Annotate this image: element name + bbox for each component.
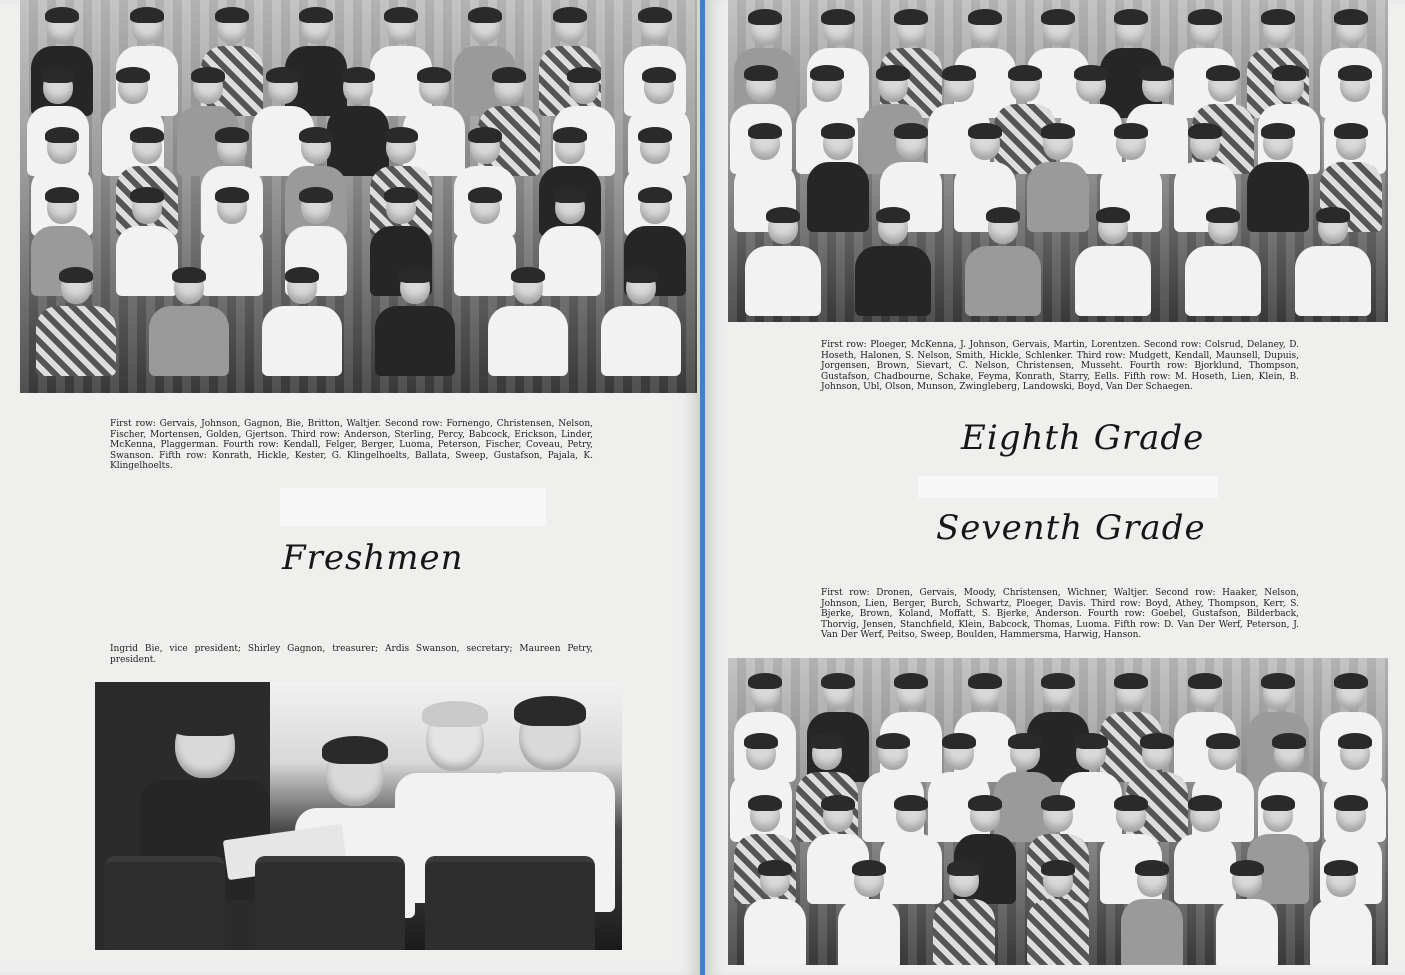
student-figure bbox=[1121, 863, 1183, 965]
student-figure bbox=[1027, 863, 1089, 965]
student-figure bbox=[1216, 863, 1278, 965]
freshmen-class-photo bbox=[20, 0, 697, 393]
blank-label-patch bbox=[280, 488, 546, 526]
student-figure bbox=[1310, 863, 1372, 965]
right-page bbox=[705, 0, 1405, 975]
student-figure bbox=[149, 270, 229, 376]
freshmen-officers-photo bbox=[95, 682, 622, 950]
student-figure bbox=[1185, 210, 1261, 316]
photo-row bbox=[20, 270, 697, 376]
freshmen-class-caption: First row: Gervais, Johnson, Gagnon, Bie, Britton, Waltjer. Second row: Fornengo, Christensen, Nelson, Fischer, Mortensen, Golden, Gjertson. Third row: Anderson, Sterling, Percy, Babcock, Erickson, Linder, McKenna, Plaggerman. Fourth row: Kendall, Felger, Berger, Luoma, Peterson, Fischer, Coveau, Petry, Swanson. Fifth row: Konrath, Hickle, Kester, G. Klingelhoelts, Ballata, Sweep, Gustafson, Pajala, K. Klingelhoelts. bbox=[110, 419, 593, 472]
eighth-grade-class-photo bbox=[728, 0, 1388, 322]
freshmen-officers-caption: Ingrid Bie, vice president; Shirley Gagnon, treasurer; Ardis Swanson, secretary; Maureen Petry, president. bbox=[110, 644, 593, 665]
student-figure bbox=[488, 270, 568, 376]
blank-label-patch bbox=[918, 476, 1218, 498]
student-figure bbox=[36, 270, 116, 376]
student-figure bbox=[933, 863, 995, 965]
eighth-grade-caption: First row: Ploeger, McKenna, J. Johnson, Gervais, Martin, Lorentzen. Second row: Colsrud, Delaney, D. Hoseth, Halonen, S. Nelson, Smith, Hickle, Schlenker. Third row: Mudgett, Kendall, Maunsell, Dupuis, Jorgensen, Brown, Sievart, C. Nelson, Christensen, Musseht. Fourth row: Bjorklund, Thompson, Gustafson, Chadbourne, Schake, Feyma, Konrath, Starry, Eells. Fifth row: M. Hoseth, Lien, Klein, B. Johnson, Ubl, Olson, Munson, Zwingleberg, Landowski, Boyd, Van Der Schaegen. bbox=[821, 340, 1299, 393]
student-figure bbox=[1295, 210, 1371, 316]
student-figure bbox=[744, 863, 806, 965]
seventh-grade-heading: Seventh Grade bbox=[936, 508, 1206, 548]
eighth-grade-heading: Eighth Grade bbox=[961, 418, 1205, 458]
seventh-grade-caption: First row: Dronen, Gervais, Moody, Christensen, Wichner, Waltjer. Second row: Haaker, Nelson, Johnson, Lien, Berger, Burch, Schwartz, Ploeger, Davis. Third row: Boyd, Athey, Thompson, Kerr, S. Bjerke, Brown, Koland, Moffatt, S. Bjerke, Anderson. Fourth row: Goebel, Gustafson, Bilderback, Thorvig, Jensen, Stanchfield, Klein, Babcock, Thomas, Luoma. Fifth row: D. Van Der Werf, Peterson, J. Van Der Werf, Peitso, Sweep, Boulden, Hammersma, Harwig, Hanson. bbox=[821, 588, 1299, 641]
left-page bbox=[0, 0, 700, 975]
seventh-grade-class-photo bbox=[728, 658, 1388, 965]
freshmen-heading: Freshmen bbox=[282, 538, 464, 578]
student-figure bbox=[375, 270, 455, 376]
student-figure bbox=[745, 210, 821, 316]
student-figure bbox=[1075, 210, 1151, 316]
student-figure bbox=[838, 863, 900, 965]
student-figure bbox=[262, 270, 342, 376]
student-figure bbox=[965, 210, 1041, 316]
photo-row bbox=[728, 210, 1388, 316]
photo-row bbox=[728, 863, 1388, 965]
student-figure bbox=[601, 270, 681, 376]
student-figure bbox=[855, 210, 931, 316]
